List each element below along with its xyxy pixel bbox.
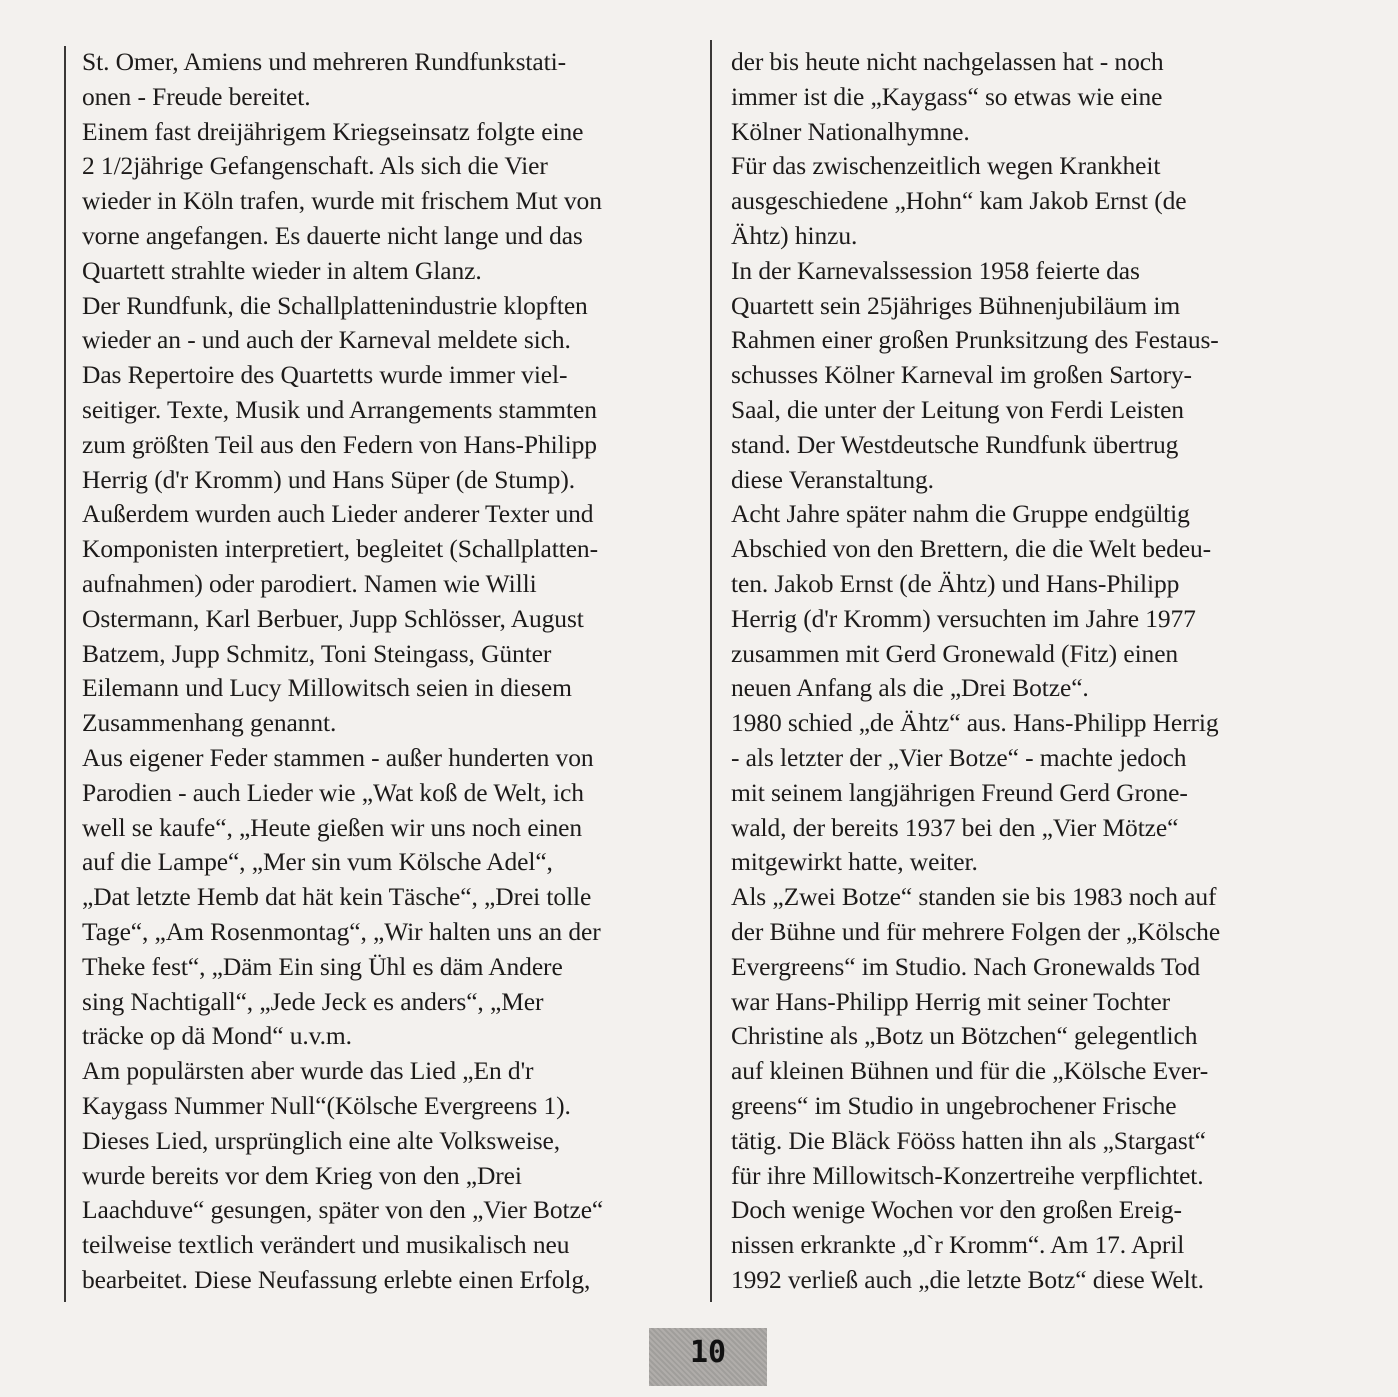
left-column-text-line: aufnahmen) oder parodiert. Namen wie Willi: [82, 568, 537, 598]
column-divider-rule: [710, 40, 712, 1302]
right-column-text-line: auf kleinen Bühnen und für die „Kölsche Ever-: [731, 1056, 1209, 1086]
right-column-text-line: Saal, die unter der Leitung von Ferdi Leisten: [731, 394, 1184, 424]
left-column-text-line: wieder an - und auch der Karneval meldete sich.: [82, 325, 571, 355]
right-column-text-line: neuen Anfang als die „Drei Botze“.: [731, 673, 1089, 703]
right-column-text-line: Herrig (d'r Kromm) versuchten im Jahre 1977: [731, 603, 1196, 633]
right-column-text-line: ausgeschiedene „Hohn“ kam Jakob Ernst (de: [731, 186, 1187, 216]
right-text-column: [731, 45, 1299, 1298]
right-column-text-line: Evergreens“ im Studio. Nach Gronewalds Tod: [731, 951, 1200, 981]
right-column-text-line: tätig. Die Bläck Fööss hatten ihn als „Stargast“: [731, 1125, 1206, 1155]
left-column-text-line: Batzem, Jupp Schmitz, Toni Steingass, Günter: [82, 638, 552, 668]
left-column-text-line: Der Rundfunk, die Schallplattenindustrie klopften: [82, 290, 588, 320]
left-column-text-line: wurde bereits vor dem Krieg von den „Drei: [82, 1160, 522, 1190]
right-column-text-line: mitgewirkt hatte, weiter.: [731, 847, 978, 877]
right-column-text-line: Quartett sein 25jähriges Bühnenjubiläum im: [731, 290, 1181, 320]
left-column-text-line: Ostermann, Karl Berbuer, Jupp Schlösser, August: [82, 603, 584, 633]
right-column-text-line: Kölner Nationalhymne.: [731, 116, 970, 146]
right-column-text-line: für ihre Millowitsch-Konzertreihe verpflichtet.: [731, 1160, 1204, 1190]
right-column-text-line: nissen erkrankte „d`r Kromm“. Am 17. April: [731, 1230, 1185, 1260]
left-column-text-line: Laachduve“ gesungen, später von den „Vier Botze“: [82, 1195, 604, 1225]
right-column-text-line: war Hans-Philipp Herrig mit seiner Tochter: [731, 986, 1170, 1016]
right-column-text-line: zusammen mit Gerd Gronewald (Fitz) einen: [731, 638, 1179, 668]
left-column-text-line: Parodien - auch Lieder wie „Wat koß de Welt, ich: [82, 777, 584, 807]
right-column-text-line: schusses Kölner Karneval im großen Sartory-: [731, 360, 1192, 390]
right-column-text-line: Rahmen einer großen Prunksitzung des Festaus-: [731, 325, 1219, 355]
right-column-text-line: greens“ im Studio in ungebrochener Frische: [731, 1090, 1177, 1120]
left-column-text-line: well se kaufe“, „Heute gießen wir uns noch einen: [82, 812, 583, 842]
left-text-column: [82, 45, 692, 1298]
left-column-text-line: zum größten Teil aus den Federn von Hans-Philipp: [82, 429, 597, 459]
right-column-text-line: Doch wenige Wochen vor den großen Ereig-: [731, 1195, 1182, 1225]
right-column-text-line: der Bühne und für mehrere Folgen der „Kölsche: [731, 916, 1221, 946]
right-column-text-line: Christine als „Botz un Bötzchen“ gelegentlich: [731, 1021, 1198, 1051]
right-column-text-line: immer ist die „Kaygass“ so etwas wie eine: [731, 81, 1163, 111]
right-column-text-line: - als letzter der „Vier Botze“ - machte jedoch: [731, 742, 1187, 772]
left-column-text-line: Theke fest“, „Däm Ein sing Ühl es däm Andere: [82, 951, 563, 981]
right-column-text-line: der bis heute nicht nachgelassen hat - noch: [731, 47, 1164, 76]
left-column-text-line: onen - Freude bereitet.: [82, 81, 311, 111]
right-column-text-line: Ähtz) hinzu.: [731, 220, 858, 250]
left-column-text-line: auf die Lampe“, „Mer sin vum Kölsche Adel“,: [82, 847, 553, 877]
left-column-text-line: bearbeitet. Diese Neufassung erlebte einen Erfolg,: [82, 1264, 591, 1294]
right-column-text-line: 1980 schied „de Ähtz“ aus. Hans-Philipp Herrig: [731, 708, 1219, 738]
left-column-text-line: St. Omer, Amiens und mehreren Rundfunkstati-: [82, 47, 566, 76]
left-column-text-line: Herrig (d'r Kromm) und Hans Süper (de Stump).: [82, 464, 575, 494]
left-column-text-line: Quartett strahlte wieder in altem Glanz.: [82, 255, 482, 285]
left-column-text-line: Einem fast dreijährigem Kriegseinsatz folgte eine: [82, 116, 584, 146]
right-column-text-line: mit seinem langjährigen Freund Gerd Grone-: [731, 777, 1188, 807]
right-column-text-line: ten. Jakob Ernst (de Ähtz) und Hans-Philipp: [731, 568, 1180, 598]
right-column-text-line: stand. Der Westdeutsche Rundfunk übertrug: [731, 429, 1179, 459]
left-column-text-line: Am populärsten aber wurde das Lied „En d'r: [82, 1056, 534, 1086]
right-column-text-line: wald, der bereits 1937 bei den „Vier Mötze“: [731, 812, 1179, 842]
left-column-text-line: teilweise textlich verändert und musikalisch neu: [82, 1230, 570, 1260]
right-column-text-line: In der Karnevalssession 1958 feierte das: [731, 255, 1140, 285]
right-column-text-line: Für das zwischenzeitlich wegen Krankheit: [731, 151, 1161, 181]
left-column-text-line: wieder in Köln trafen, wurde mit frischem Mut von: [82, 186, 602, 216]
left-column-text-line: Tage“, „Am Rosenmontag“, „Wir halten uns an der: [82, 916, 601, 946]
left-column-text-line: seitiger. Texte, Musik und Arrangements stammten: [82, 394, 597, 424]
right-column-text-line: Acht Jahre später nahm die Gruppe endgültig: [731, 499, 1190, 529]
left-column-text-line: 2 1/2jährige Gefangenschaft. Als sich die Vier: [82, 151, 548, 181]
right-column-text-line: Als „Zwei Botze“ standen sie bis 1983 noch auf: [731, 882, 1217, 912]
right-column-text-line: 1992 verließ auch „die letzte Botz“ diese Welt.: [731, 1264, 1204, 1294]
left-column-text-line: Zusammenhang genannt.: [82, 708, 337, 738]
left-column-text-line: Dieses Lied, ursprünglich eine alte Volksweise,: [82, 1125, 561, 1155]
left-column-text-line: vorne angefangen. Es dauerte nicht lange und das: [82, 220, 583, 250]
left-column-text-line: Kaygass Nummer Null“(Kölsche Evergreens 1).: [82, 1090, 571, 1120]
left-column-text-line: Außerdem wurden auch Lieder anderer Texter und: [82, 499, 594, 529]
left-column-text-line: träcke op dä Mond“ u.v.m.: [82, 1021, 352, 1051]
left-column-text-line: Eilemann und Lucy Millowitsch seien in diesem: [82, 673, 572, 703]
left-column-text-line: Aus eigener Feder stammen - außer hunderten von: [82, 742, 594, 772]
left-column-text-line: sing Nachtigall“, „Jede Jeck es anders“, „Mer: [82, 986, 544, 1016]
left-column-text-line: „Dat letzte Hemb dat hät kein Täsche“, „Drei tolle: [82, 882, 592, 912]
right-column-text-line: Abschied von den Brettern, die die Welt bedeu-: [731, 534, 1212, 564]
left-margin-rule: [64, 46, 66, 1302]
right-column-text-line: diese Veranstaltung.: [731, 464, 934, 494]
page-number: 10: [689, 1335, 727, 1370]
left-column-text-line: Komponisten interpretiert, begleitet (Schallplatten-: [82, 534, 598, 564]
left-column-text-line: Das Repertoire des Quartetts wurde immer viel-: [82, 360, 568, 390]
